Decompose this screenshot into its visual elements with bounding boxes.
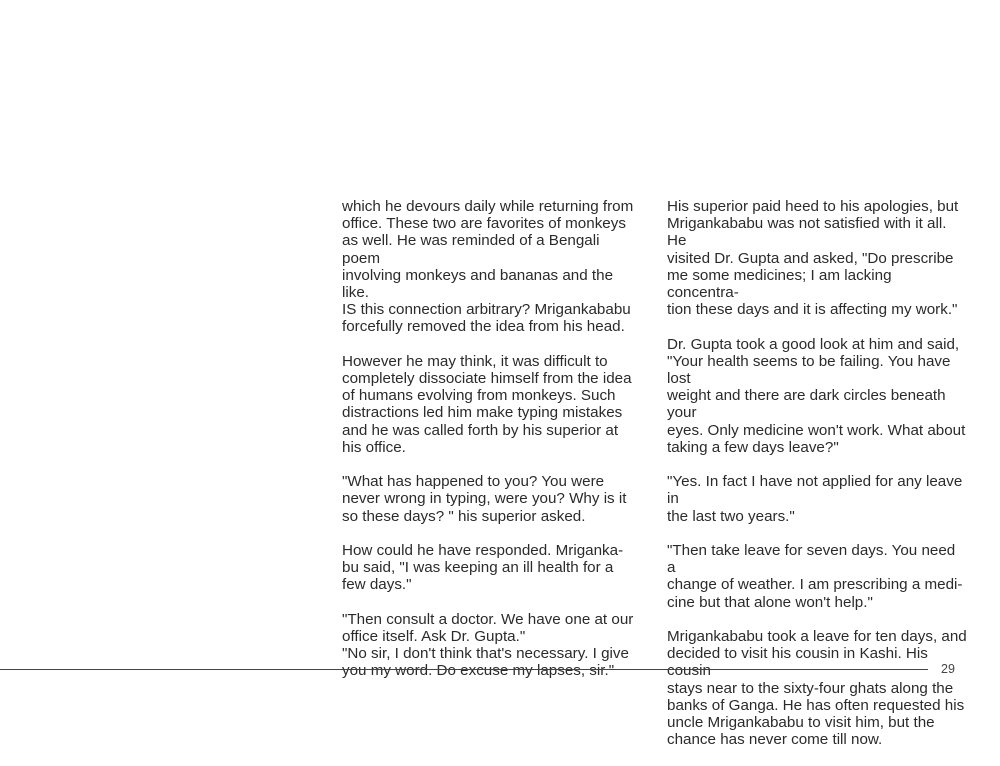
- paragraph: However he may think, it was difficult to completely dissociate himself from the idea of humans evolving from monkeys. Such distractions led him make typing mistakes and he was called forth by his superior at his office.: [342, 352, 632, 456]
- paragraph: "Then take leave for seven days. You need a change of weather. I am prescribing a medi- cine but that alone won't help.": [667, 542, 963, 611]
- paragraph: "What has happened to you? You were never wrong in typing, were you? Why is it so these days? " his superior asked.: [342, 473, 627, 525]
- footer-rule: [0, 669, 928, 670]
- left-text-column: [342, 198, 634, 697]
- paragraph: How could he have responded. Mriganka- bu said, "I was keeping an ill health for a few days.": [342, 542, 624, 594]
- right-text-column: [667, 198, 967, 766]
- page-number: 29: [941, 662, 955, 676]
- paragraph: His superior paid heed to his apologies, but Mrigankababu was not satisfied with it all. He visited Dr. Gupta and asked, "Do prescribe me some medicines; I am lacking concentra- tion these days and it is affecting my work.": [667, 198, 959, 319]
- paragraph: Mrigankababu took a leave for ten days, and decided to visit his cousin in Kashi. His cousin stays near to the sixty-four ghats along the banks of Ganga. He has often requested his uncle Mrigankababu to visit him, but the chance has never come till now.: [667, 628, 967, 749]
- paragraph: "No sir, I don't think that's necessary. I give you my word. Do excuse my lapses, sir.": [342, 645, 629, 680]
- paragraph: "Yes. In fact I have not applied for any leave in the last two years.": [667, 473, 963, 525]
- paragraph: Dr. Gupta took a good look at him and said, "Your health seems to be failing. You have lost weight and there are dark circles beneath your eyes. Only medicine won't work. What about taking a few days leave?": [667, 335, 966, 456]
- paragraph: "Then consult a doctor. We have one at our office itself. Ask Dr. Gupta.": [342, 610, 634, 646]
- paragraph: which he devours daily while returning from office. These two are favorites of monkeys as well. He was reminded of a Bengali poem involving monkeys and bananas and the like. IS this connection arbitrary? Mrigankababu forcefully removed the idea from his head.: [342, 198, 634, 336]
